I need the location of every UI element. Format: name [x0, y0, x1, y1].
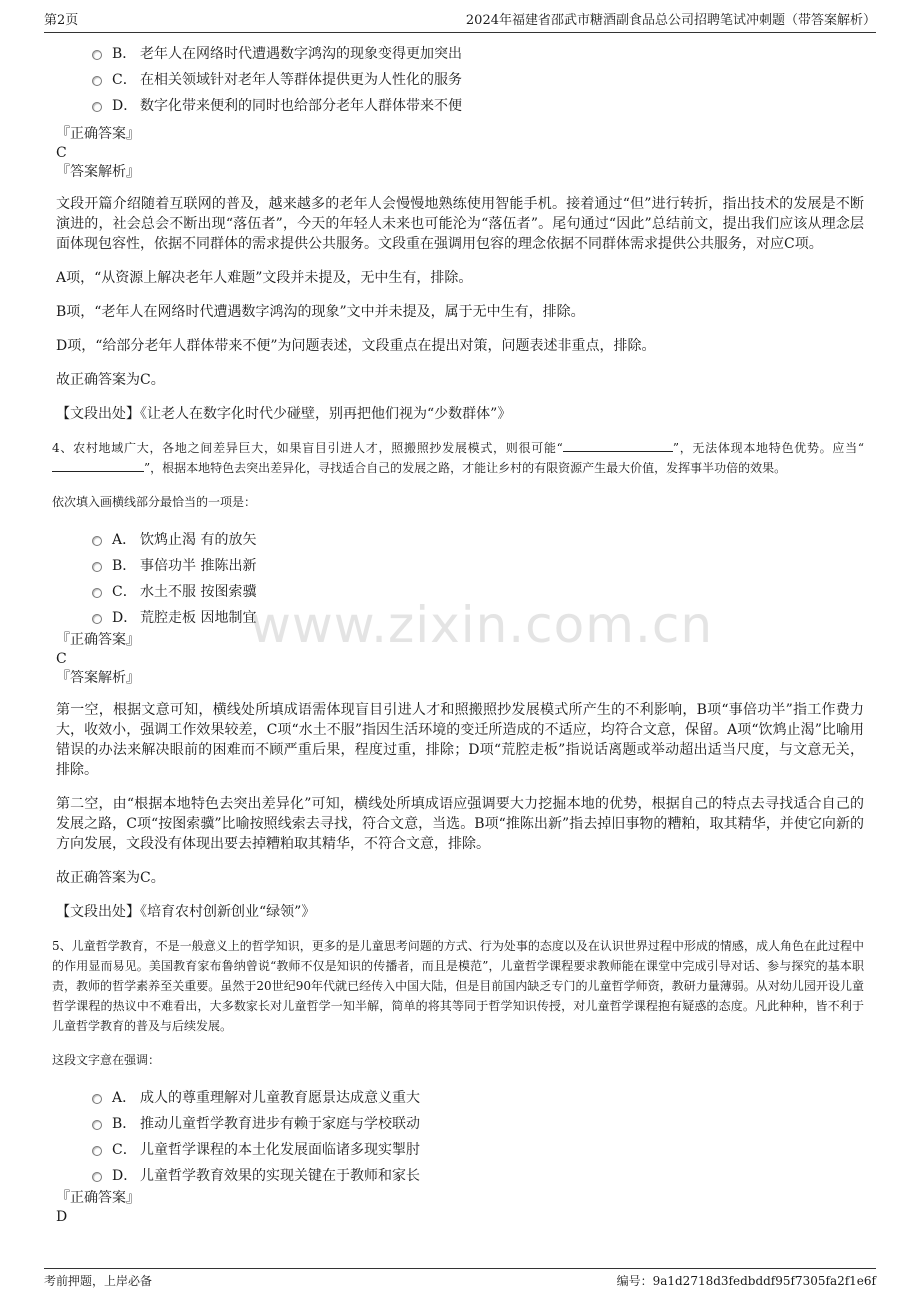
analysis-paragraph: 第一空，根据文意可知，横线处所填成语需体现盲目引进人才和照搬照抄发展模式所产生的不利影响，B项“事倍功半”指工作费力大，收效小，强调工作效果较差，C项“水土不服”指因生活环境的变迁所造成的不适应，均符合文意，保留。A项“饮鸩止渴”比喻用错误的办法来解决眼前的困难而不顾严重后果，程度过重，排除；D项“荒腔走板”指说话离题或举动超出适当尺度，与文意无关，排除。 — [56, 702, 864, 778]
source-citation: 【文段出处】《培育农村创新创业“绿领”》 — [56, 904, 316, 920]
page-footer — [44, 1268, 876, 1291]
radio-icon[interactable] — [92, 1120, 102, 1130]
correct-answer-label: 『正确答案』 — [56, 632, 140, 648]
analysis-paragraph: 文段开篇介绍随着互联网的普及，越来越多的老年人会慢慢地熟练使用智能手机。接着通过“但”进行转折，指出技术的发展是不断演进的，社会总会不断出现“落伍者”，今天的年轻人未来也可能沦为“落伍者”。尾句通过“因此”总结前文，提出我们应该从理念层面体现包容性，依据不同群体的需求提供公共服务。文段重在强调用包容的理念依据不同群体需求提供公共服务，对应C项。 — [56, 196, 864, 252]
radio-icon[interactable] — [92, 1094, 102, 1104]
question-prompt: 依次填入画横线部分最恰当的一项是： — [52, 495, 257, 509]
analysis-paragraph: 第二空，由“根据本地特色去突出差异化”可知，横线处所填成语应强调要大力挖掘本地的优势，根据自己的特点去寻找适合自己的发展之路，C项“按图索骥”比喻按照线索去寻找，符合文意，当选。B项“推陈出新”指去掉旧事物的糟粕，取其精华，并使它向新的方向发展，文段没有体现出要去掉糟粕取其精华，不符合文意，排除。 — [56, 796, 864, 852]
option-c[interactable]: C． 水土不服 按图索骥 — [92, 578, 864, 604]
fill-blank — [563, 439, 673, 452]
analysis-conclusion: 故正确答案为C。 — [56, 870, 165, 886]
analysis-label: 『答案解析』 — [56, 164, 140, 180]
radio-icon[interactable] — [92, 76, 102, 86]
correct-answer: C — [56, 145, 67, 161]
analysis-paragraph: D项，“给部分老年人群体带来不便”为问题表述，文段重点在提出对策，问题表述非重点，排除。 — [56, 338, 656, 354]
option-c[interactable]: C． 儿童哲学课程的本土化发展面临诸多现实掣肘 — [92, 1136, 864, 1162]
option-d[interactable]: D． 荒腔走板 因地制宜 — [92, 604, 864, 630]
question-stem: 4、农村地域广大，各地之间差异巨大，如果盲目引进人才，照搬照抄发展模式，则很可能“ ”，无法体现本地特色优势。应当“”，根据本地特色去突出差异化，寻找适合自己的发展之路，才能让乡村的有限资源产生最大价值，发挥事半功倍的效果。 — [52, 441, 864, 475]
document-id: 编号：9a1d2718d3fedbddf95f7305fa2f1e6f — [616, 1274, 876, 1288]
source-citation: 【文段出处】《让老人在数字化时代少碰壁，别再把他们视为“少数群体”》 — [56, 406, 512, 422]
document-title: 2024年福建省邵武市糖酒副食品总公司招聘笔试冲刺题（带答案解析） — [465, 13, 876, 28]
option-b[interactable]: B． 老年人在网络时代遭遇数字鸿沟的现象变得更加突出 — [92, 40, 864, 66]
watermark: www.zixin.com.cn — [250, 596, 714, 654]
option-d[interactable]: D． 数字化带来便利的同时也给部分老年人群体带来不便 — [92, 92, 864, 118]
correct-answer-label: 『正确答案』 — [56, 126, 140, 142]
option-b[interactable]: B． 事倍功半 推陈出新 — [92, 552, 864, 578]
question-stem: 5、儿童哲学教育，不是一般意义上的哲学知识，更多的是儿童思考问题的方式、行为处事的态度以及在认识世界过程中形成的情感，成人角色在此过程中的作用显而易见。美国教育家布鲁纳曾说“教师不仅是知识的传播者，而且是模范”，儿童哲学课程要求教师能在课堂中完成引导对话、参与探究的基本职责，教师的哲学素养至关重要。虽然于20世纪90年代就已经传入中国大陆，但是目前国内缺乏专门的儿童哲学师资，教研力量薄弱。从对幼儿园开设儿童哲学课程的热议中不难看出，大多数家长对儿童哲学一知半解，简单的将其等同于哲学知识传授，对儿童哲学课程抱有疑惑的态度。凡此种种，皆不利于儿童哲学教育的普及与后续发展。 — [52, 939, 864, 1033]
analysis-paragraph: A项，“从资源上解决老年人难题”文段并未提及，无中生有，排除。 — [56, 270, 473, 286]
option-d[interactable]: D． 儿童哲学教育效果的实现关键在于教师和家长 — [92, 1162, 864, 1188]
radio-icon[interactable] — [92, 1172, 102, 1182]
analysis-paragraph: B项，“老年人在网络时代遭遇数字鸿沟的现象”文中并未提及，属于无中生有，排除。 — [56, 304, 585, 320]
footer-slogan: 考前押题，上岸必备 — [44, 1274, 153, 1288]
correct-answer-label: 『正确答案』 — [56, 1190, 140, 1206]
radio-icon[interactable] — [92, 536, 102, 546]
radio-icon[interactable] — [92, 614, 102, 624]
option-a[interactable]: A． 饮鸩止渴 有的放矢 — [92, 526, 864, 552]
option-b[interactable]: B． 推动儿童哲学教育进步有赖于家庭与学校联动 — [92, 1110, 864, 1136]
option-c[interactable]: C． 在相关领域针对老年人等群体提供更为人性化的服务 — [92, 66, 864, 92]
analysis-conclusion: 故正确答案为C。 — [56, 372, 165, 388]
page-number: 第2页 — [44, 13, 79, 28]
radio-icon[interactable] — [92, 588, 102, 598]
correct-answer: D — [56, 1209, 68, 1225]
page-header — [44, 12, 876, 33]
radio-icon[interactable] — [92, 102, 102, 112]
fill-blank — [52, 459, 144, 472]
page-content — [52, 40, 864, 1226]
radio-icon[interactable] — [92, 50, 102, 60]
analysis-label: 『答案解析』 — [56, 670, 140, 686]
radio-icon[interactable] — [92, 562, 102, 572]
option-a[interactable]: A． 成人的尊重理解对儿童教育愿景达成意义重大 — [92, 1084, 864, 1110]
question-prompt: 这段文字意在强调： — [52, 1053, 161, 1067]
radio-icon[interactable] — [92, 1146, 102, 1156]
correct-answer: C — [56, 651, 67, 667]
